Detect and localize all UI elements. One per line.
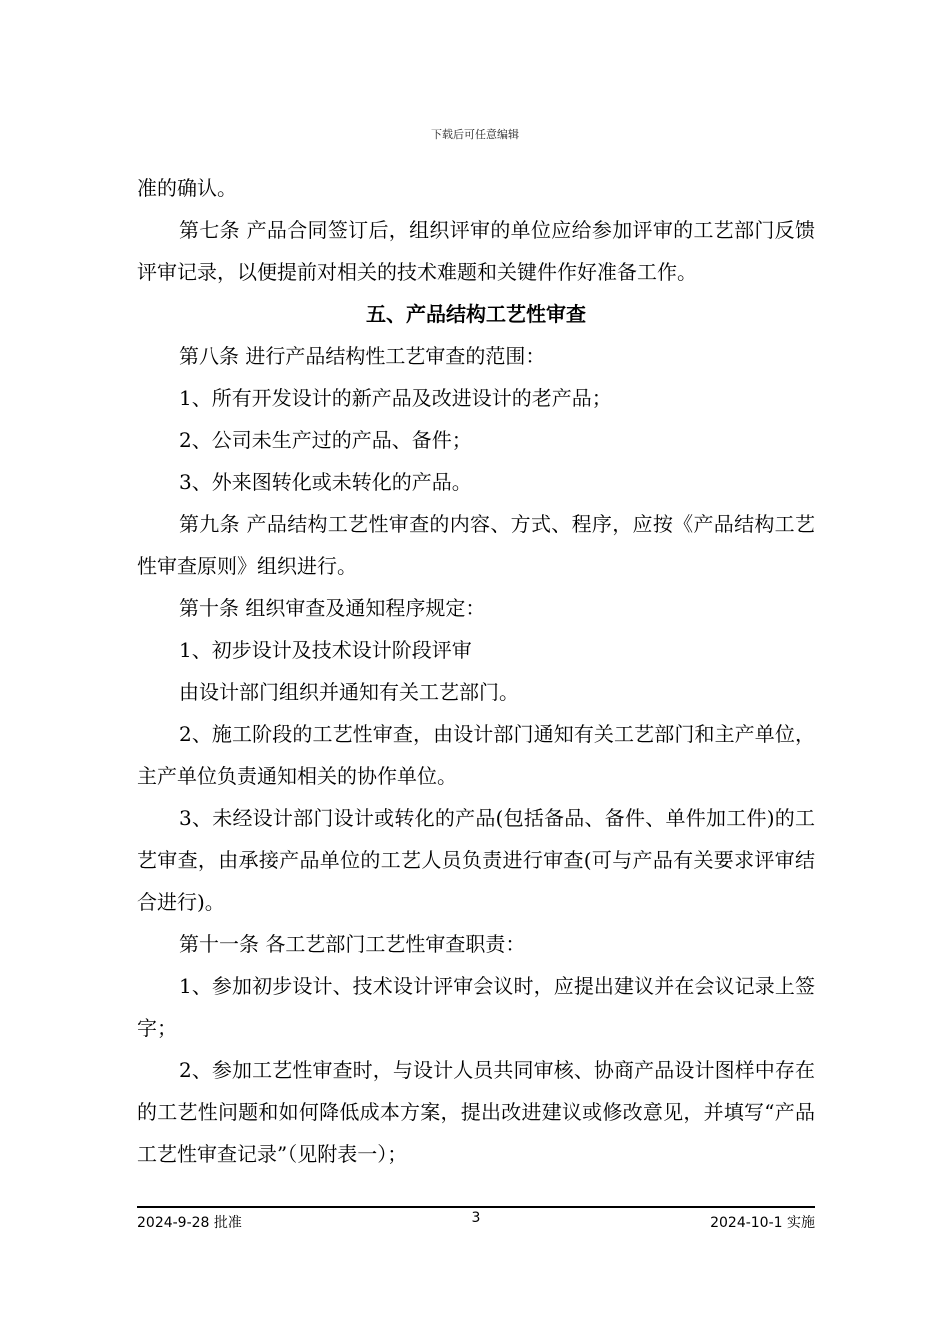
section-heading: 五、产品结构工艺性审查 [366,302,586,326]
article-8: 第八条 进行产品结构性工艺审查的范围： [179,344,546,368]
footer-divider [137,1206,815,1208]
list-item: 1、所有开发设计的新产品及改进设计的老产品； [179,386,612,410]
page-number: 3 [471,1210,481,1226]
article-11: 第十一条 各工艺部门工艺性审查职责： [179,932,526,956]
effective-date: 2024-10-1 实施 [710,1215,815,1231]
approval-date: 2024-9-28 批准 [137,1215,242,1231]
paragraph: 由设计部门组织并通知有关工艺部门。 [179,680,519,704]
page-footer [137,1210,815,1234]
paragraph-1: 准的确认。 [137,176,237,200]
list-item: 3、未经设计部门设计或转化的产品(包括备品、备件、单件加工件)的工艺审查，由承接产品单位的工艺人员负责进行审查(可与产品有关要求评审结合进行)。 [137,806,815,914]
list-item: 1、参加初步设计、技术设计评审会议时，应提出建议并在会议记录上签字； [137,974,815,1040]
article-9: 第九条 产品结构工艺性审查的内容、方式、程序，应按《产品结构工艺性审查原则》组织进行。 [137,512,815,578]
list-item: 2、公司未生产过的产品、备件； [179,428,472,452]
header-note: 下载后可任意编辑 [431,128,519,141]
list-item: 2、参加工艺性审查时，与设计人员共同审核、协商产品设计图样中存在的工艺性问题和如何降低成本方案，提出改进建议或修改意见，并填写“产品工艺性审查记录”（见附表一）； [137,1058,815,1166]
article-10: 第十条 组织审查及通知程序规定： [179,596,486,620]
list-item: 3、外来图转化或未转化的产品。 [179,470,472,494]
document-body [137,167,815,1175]
list-item: 1、初步设计及技术设计阶段评审 [179,638,472,662]
article-7: 第七条 产品合同签订后，组织评审的单位应给参加评审的工艺部门反馈评审记录，以便提前对相关的技术难题和关键件作好准备工作。 [137,218,815,284]
list-item: 2、施工阶段的工艺性审查，由设计部门通知有关工艺部门和主产单位，主产单位负责通知相关的协作单位。 [137,722,815,788]
